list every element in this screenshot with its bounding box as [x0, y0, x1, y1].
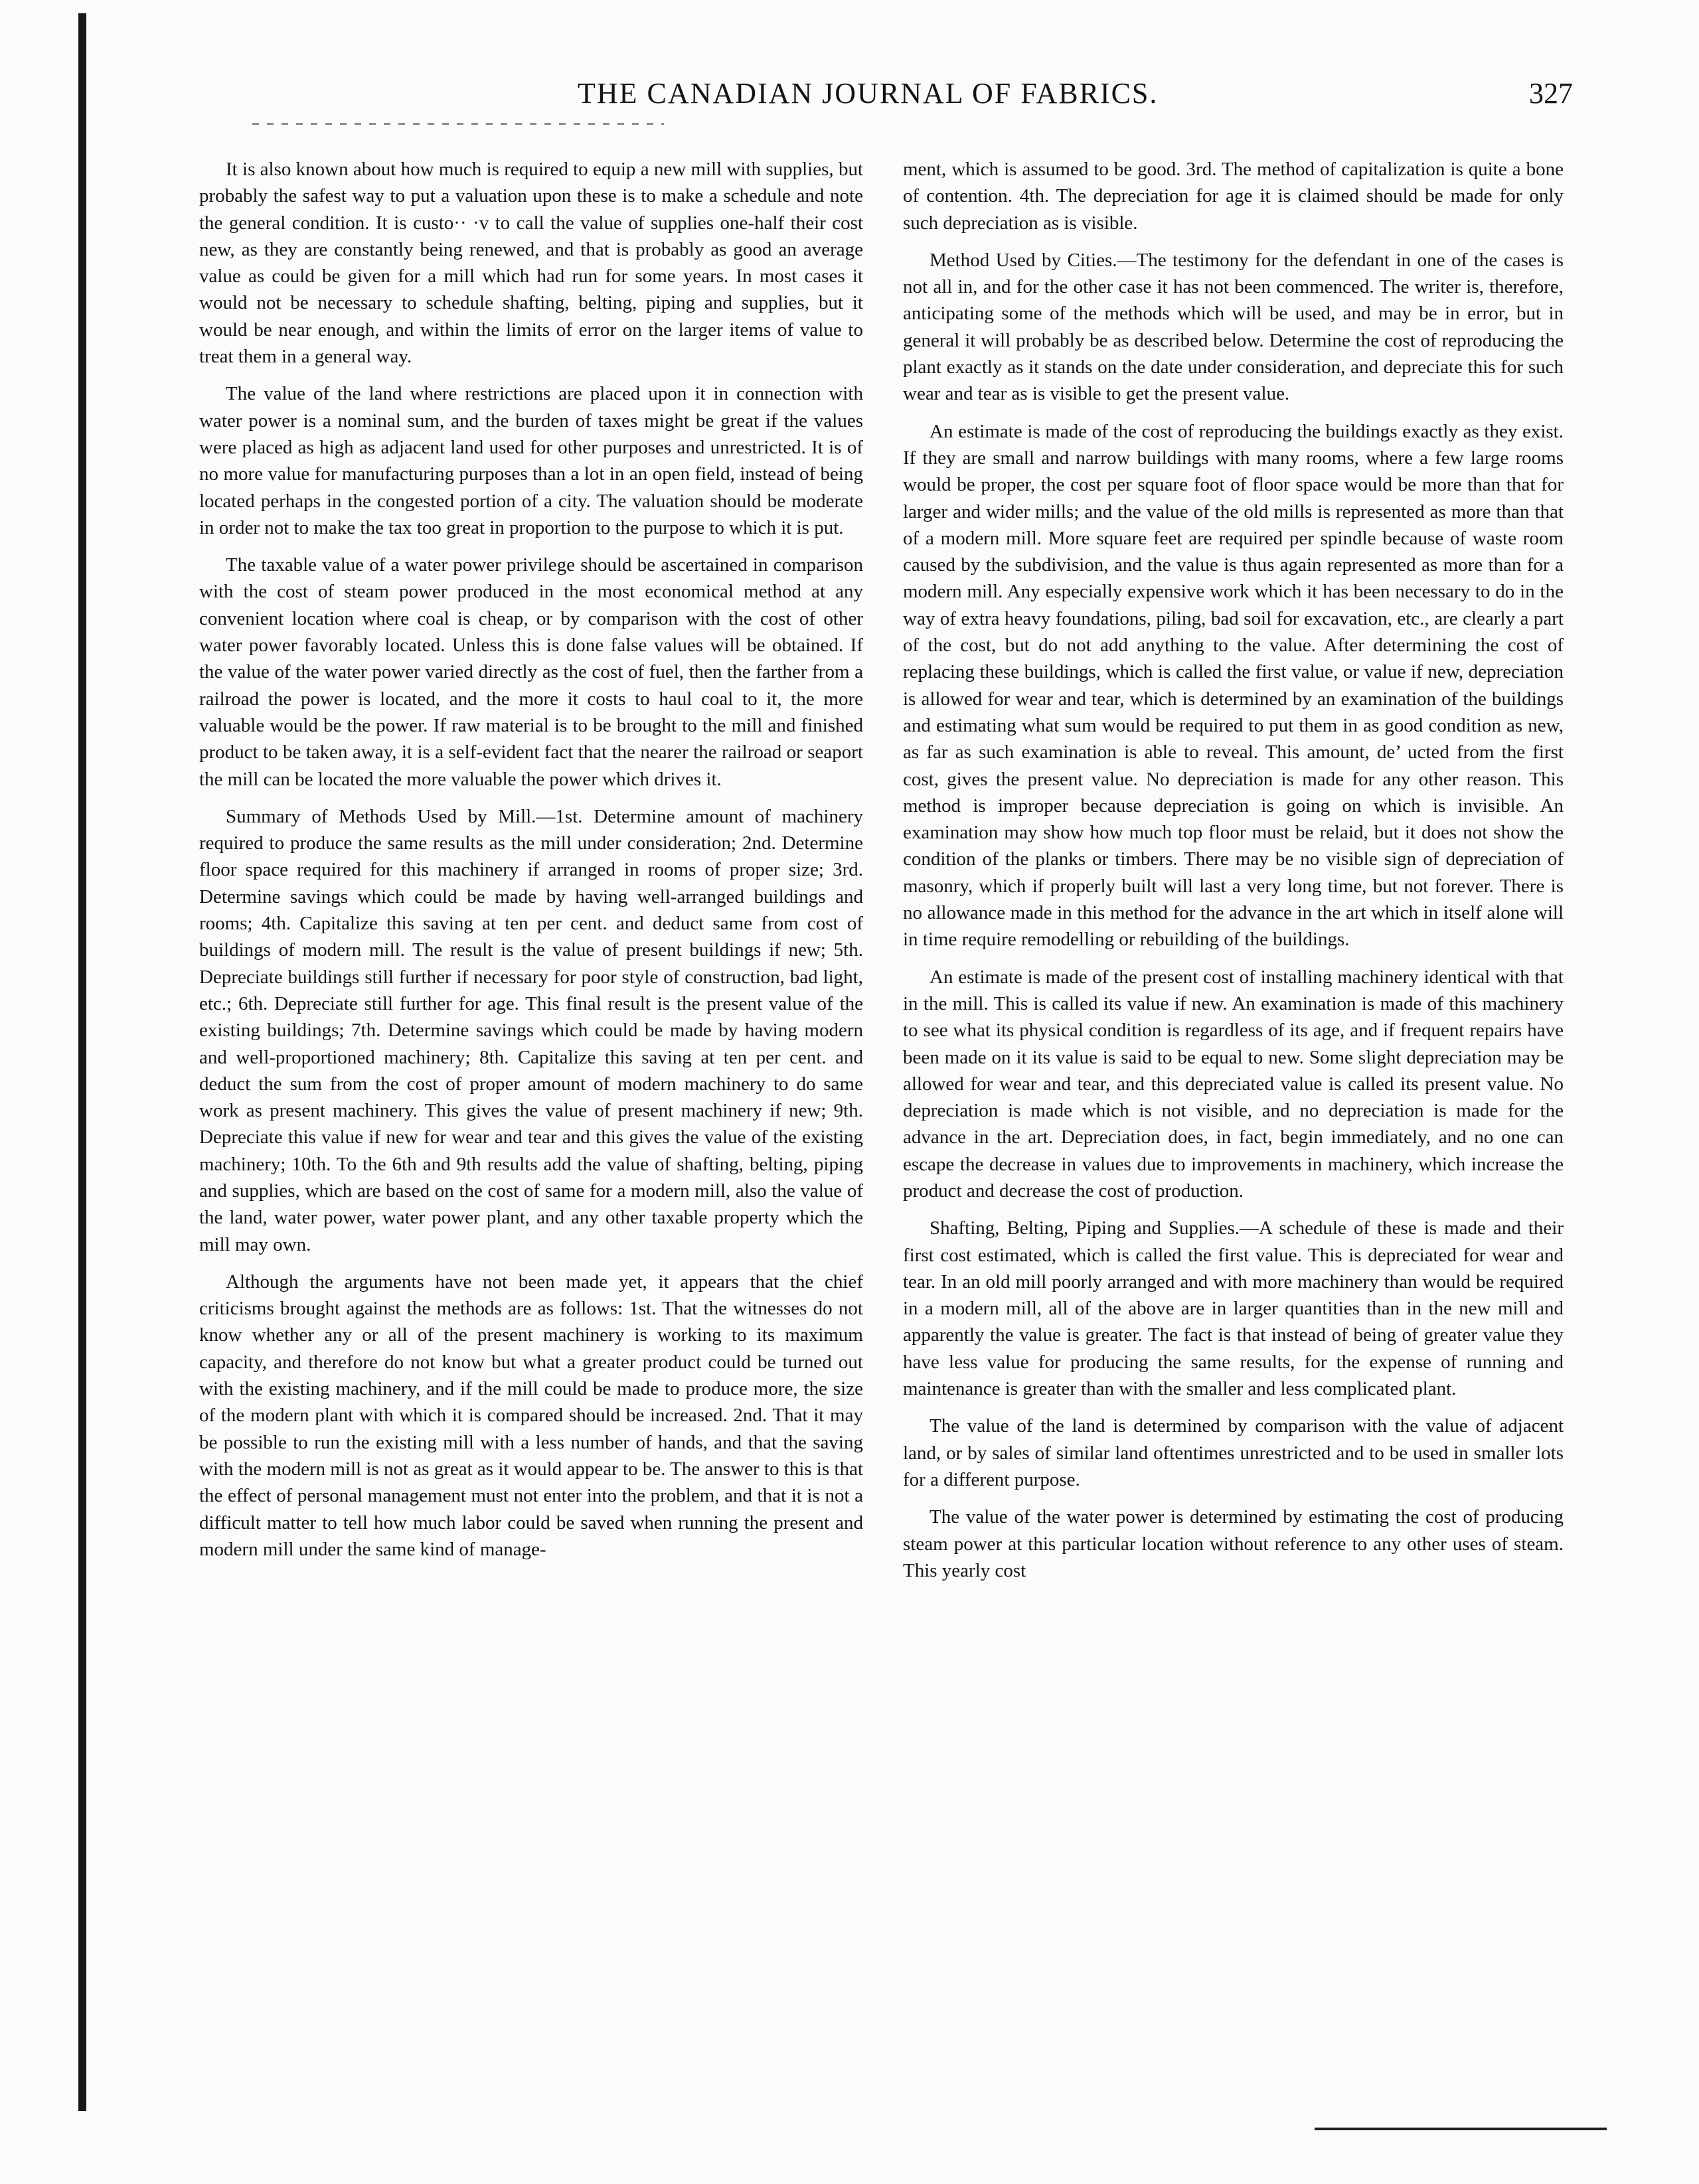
paragraph: It is also known about how much is required to equip a new mill with supplies, but probably the safest way to put a valuation upon these is to make a schedule and note the general condition. It is custo·· ·v to call the value of supplies one-half their cost new, as they are constantly being renewed, and that is probably as good an average value as could be given for a mill which had run for some years. In most cases it would not be necessary to schedule shafting, belting, piping and supplies, but it would be near enough, and within the limits of error on the larger items of value to treat them in a general way.: [199, 159, 863, 368]
header-rule: [252, 123, 664, 125]
paragraph: Although the arguments have not been made yet, it appears that the chief criticisms brought against the methods are as follows: 1st. That the witnesses do not know whether any or all of the present machinery is working to its maximum capacity, and therefore do not know but what a greater product could be turned out with the existing machinery, and if the mill could be made to produce more, the size of the modern plant with which it is compared should be increased. 2nd. That it may be possible to run the existing mill with a less number of hands, and that the saving with the modern mill is not as great as it would appear to be. The answer to this is that the effect of personal management must not enter into the problem, and that it is not a difficult matter to tell how much labor could be saved when running the present and modern mill under the same kind of manage-: [199, 1271, 863, 1560]
page-number: 327: [1529, 77, 1573, 110]
paragraph: The value of the land is determined by comparison with the value of adjacent land, or by sales of similar land oftentimes unrestricted and to be used in smaller lots for a different purpose.: [903, 1415, 1564, 1490]
right-column: [903, 156, 1564, 1595]
paragraph: Shafting, Belting, Piping and Supplies.—A schedule of these is made and their first cost estimated, which is called the first value. This is depreciated for wear and tear. In an old mill poorly arranged and with more machinery than would be required in a modern mill, all of the above are in larger quantities than in the new mill and apparently the value is greater. The fact is that instead of being of greater value they have less value for producing the same results, for the expense of running and maintenance is greater than with the smaller and less complicated plant.: [903, 1217, 1564, 1400]
journal-title: THE CANADIAN JOURNAL OF FABRICS.: [578, 77, 1159, 110]
paragraph: The value of the water power is determined by estimating the cost of producing steam power at this particular location without reference to any other uses of steam. This yearly cost: [903, 1506, 1564, 1581]
footer-rule: [1315, 2128, 1607, 2130]
paragraph: An estimate is made of the cost of reproducing the buildings exactly as they exist. If they are small and narrow buildings with many rooms, where a few large rooms would be proper, the cost per square foot of floor space would be more than that for larger and wider mills; and the value of the old mills is represented as more than that of a modern mill. More square feet are required per spindle because of waste room caused by the subdivision, and the value is thus again represented as more than for a modern mill. Any especially expensive work which it has been necessary to do in the way of extra heavy foundations, piling, bad soil for excavation, etc., are clearly a part of the cost, but do not add anything to the value. After determining the cost of replacing these buildings, which is called the first value, or value if new, depreciation is allowed for wear and tear, which is determined by an examination of the buildings and estimating what sum would be required to put them in as good condition as new, as far as such examination is able to reveal. This amount, de’ ucted from the first cost, gives the present value. No depreciation is made for any other reason. This method is improper because depreciation is going on which is invisible. An examination may show how much top floor must be relaid, but it does not show the condition of the planks or timbers. There may be no visible sign of depreciation of masonry, which if properly built will last a very long time, but not forever. There is no allowance made in this method for the advance in the art which in itself alone will in time require remodelling or rebuilding of the buildings.: [903, 420, 1564, 951]
paragraph-continued: ment, which is assumed to be good. 3rd. The method of capitalization is quite a bone of contention. 4th. The depreciation for age it is claimed should be made for only such depreciation as is visible.: [903, 159, 1564, 234]
page-binding-edge: [78, 13, 86, 2111]
paragraph: The value of the land where restrictions are placed upon it in connection with water power is a nominal sum, and the burden of taxes might be great if the values were placed as high as adjacent land used for other purposes and unrestricted. It is of no more value for manufacturing purposes than a lot in an open field, instead of being located perhaps in the congested portion of a city. The valuation should be moderate in order not to make the tax too great in proportion to the purpose to which it is put.: [199, 383, 863, 538]
paragraph: The taxable value of a water power privilege should be ascertained in comparison with the cost of steam power produced in the most economical method at any convenient location where coal is cheap, or by comparison with the cost of other water power favorably located. Unless this is done false values will be obtained. If the value of the water power varied directly as the cost of fuel, then the farther from a railroad the power is located, and the more it costs to haul coal to it, the more valuable would be the power. If raw material is to be brought to the mill and finished product to be taken away, it is a self-evident fact that the nearer the railroad or seaport the mill can be located the more valuable the power which drives it.: [199, 554, 863, 790]
paragraph: Method Used by Cities.—The testimony for the defendant in one of the cases is not all in, and for the other case it has not been commenced. The writer is, therefore, anticipating some of the methods which will be used, and may be in error, but in general it will probably be as described below. Determine the cost of reproducing the plant exactly as it stands on the date under consideration, and depreciate this for such wear and tear as is visible to get the present value.: [903, 249, 1564, 405]
paragraph: Summary of Methods Used by Mill.—1st. Determine amount of machinery required to produce the same results as the mill under consideration; 2nd. Determine floor space required for this machinery if arranged in rooms of proper size; 3rd. Determine savings which could be made by having well-arranged buildings and rooms; 4th. Capitalize this saving at ten per cent. and deduct same from cost of buildings of modern mill. The result is the value of present buildings if new; 5th. Depreciate buildings still further if necessary for poor style of construction, bad light, etc.; 6th. Depreciate still further for age. This final result is the present value of the existing buildings; 7th. Determine savings which could be made by having modern and well-proportioned machinery; 8th. Capitalize this saving at ten per cent. and deduct the sum from the cost of proper amount of modern machinery to do same work as present machinery. This gives the value of present machinery if new; 9th. Depreciate this value if new for wear and tear and this gives the value of the existing machinery; 10th. To the 6th and 9th results add the value of shafting, belting, piping and supplies, which are based on the cost of same for a modern mill, also the value of the land, water power, water power plant, and any other taxable property which the mill may own.: [199, 805, 863, 1255]
left-column: [199, 156, 863, 1573]
page-header: [199, 76, 1573, 116]
paragraph: An estimate is made of the present cost of installing machinery identical with that in the mill. This is called its value if new. An examination is made of this machinery to see what its physical condition is regardless of its age, and if frequent repairs have been made on it its value is said to be equal to new. Some slight depreciation may be allowed for wear and tear, and this depreciated value is called its present value. No depreciation is made which is not visible, and no depreciation is made for the advance in the art. Depreciation does, in fact, begin immediately, and no one can escape the decrease in values due to improvements in machinery, which increase the product and decrease the cost of production.: [903, 966, 1564, 1202]
